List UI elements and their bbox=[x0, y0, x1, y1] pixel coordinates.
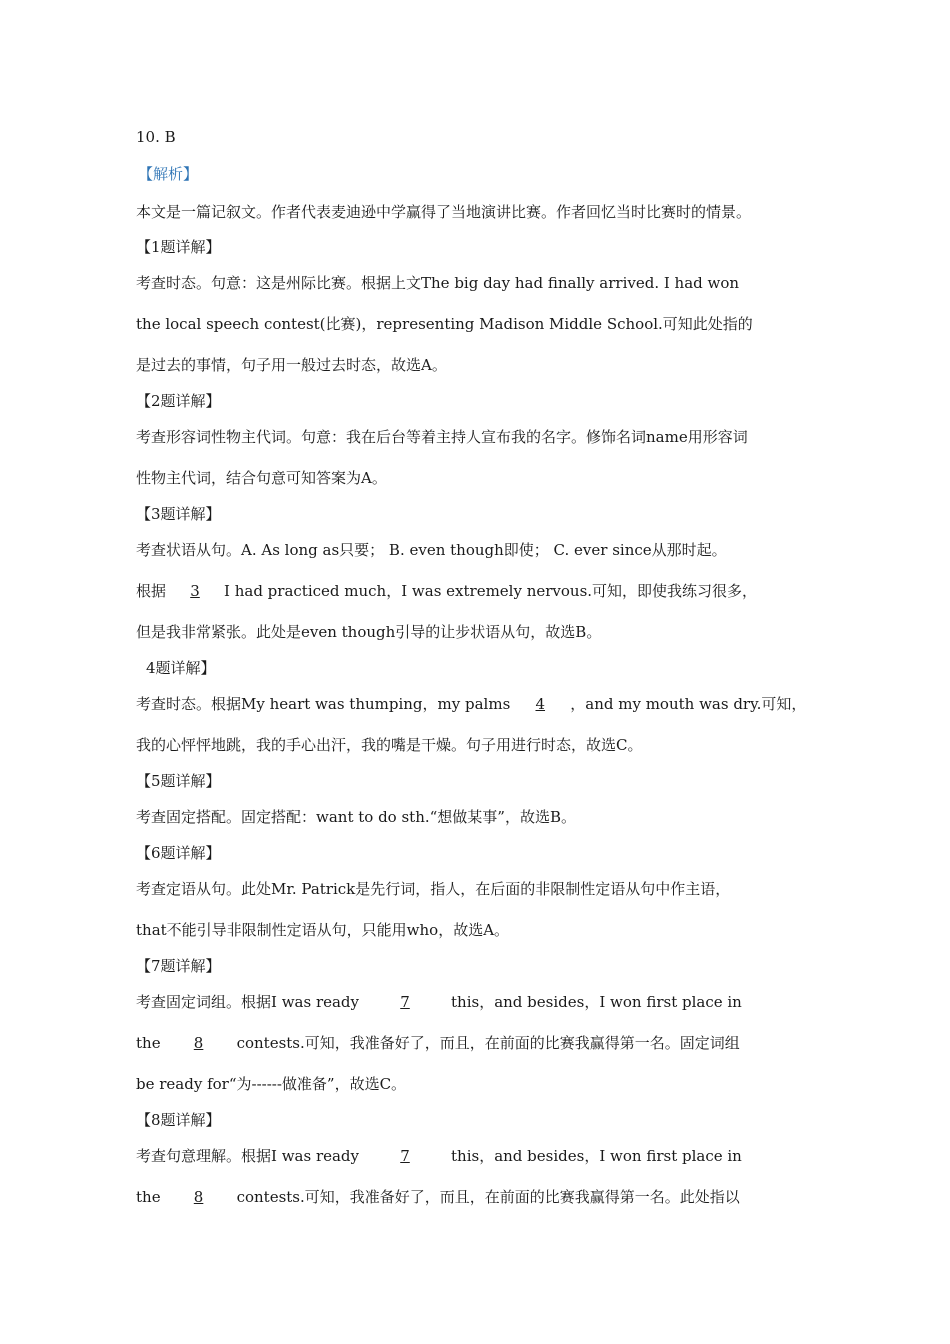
q2-heading: 【2题详解】 bbox=[136, 392, 221, 410]
q8-text: the bbox=[136, 1188, 161, 1206]
analysis-heading: 【解析】 bbox=[138, 165, 199, 183]
blank-3: 3 bbox=[190, 582, 200, 600]
summary-text: 本文是一篇记叙文。作者代表麦迪逊中学赢得了当地演讲比赛。作者回忆当时比赛时的情景。 bbox=[136, 203, 752, 221]
q7-text: 考查固定词组。根据I was ready bbox=[136, 993, 360, 1011]
q7-line bbox=[136, 1032, 740, 1053]
q2-line: 考查形容词性物主代词。句意：我在后台等着主持人宣布我的名字。修饰名词name用形容词 bbox=[136, 428, 748, 446]
blank-8: 8 bbox=[193, 1188, 204, 1206]
q8-text: 考查句意理解。根据I was ready bbox=[136, 1147, 360, 1165]
q1-line: the local speech contest(比赛)，representing Madison Middle School.可知此处指的 bbox=[136, 315, 753, 333]
q4-text: 考查时态。根据My heart was thumping，my palms bbox=[136, 695, 511, 713]
q2-line: 性物主代词，结合句意可知答案为A。 bbox=[136, 469, 387, 487]
q3-line: 但是我非常紧张。此处是even though引导的让步状语从句，故选B。 bbox=[136, 623, 602, 641]
blank-4: 4 bbox=[535, 695, 546, 713]
q1-line: 是过去的事情，句子用一般过去时态，故选A。 bbox=[136, 356, 447, 374]
q8-text: this，and besides，I won first place in bbox=[451, 1147, 742, 1165]
q3-heading: 【3题详解】 bbox=[136, 505, 221, 523]
q7-line: be ready for“为------做准备”，故选C。 bbox=[136, 1075, 407, 1093]
q1-heading: 【1题详解】 bbox=[136, 238, 221, 256]
q8-text: contests.可知，我准备好了，而且，在前面的比赛我赢得第一名。此处指以 bbox=[236, 1188, 740, 1206]
q6-line: that不能引导非限制性定语从句，只能用who，故选A。 bbox=[136, 921, 510, 939]
q6-line: 考查定语从句。此处Mr. Patrick是先行词，指人，在后面的非限制性定语从句中作主语， bbox=[136, 880, 731, 898]
q3-text: I had practiced much，I was extremely nervous.可知，即使我练习很多， bbox=[224, 582, 758, 600]
answer-letter: B bbox=[164, 128, 176, 146]
q4-heading: 4题详解】 bbox=[146, 659, 216, 677]
q8-line bbox=[136, 1186, 740, 1207]
q8-line bbox=[136, 1145, 742, 1166]
q8-heading: 【8题详解】 bbox=[136, 1111, 221, 1129]
q7-text: this，and besides，I won first place in bbox=[451, 993, 742, 1011]
q1-line: 考查时态。句意：这是州际比赛。根据上文The big day had finally arrived. I had won bbox=[136, 274, 740, 292]
q4-line bbox=[136, 693, 806, 714]
q6-heading: 【6题详解】 bbox=[136, 844, 221, 862]
q7-text: the bbox=[136, 1034, 161, 1052]
blank-8: 8 bbox=[193, 1034, 204, 1052]
q3-line bbox=[136, 580, 757, 601]
question-number: 10. bbox=[136, 128, 160, 146]
q5-line: 考查固定搭配。固定搭配：want to do sth.“想做某事”，故选B。 bbox=[136, 808, 576, 826]
q3-text: 根据 bbox=[136, 582, 167, 600]
q7-heading: 【7题详解】 bbox=[136, 957, 221, 975]
q5-heading: 【5题详解】 bbox=[136, 772, 221, 790]
q3-line: 考查状语从句。A. As long as只要； B. even though即使； C. ever since从那时起。 bbox=[136, 541, 727, 559]
q4-line: 我的心怦怦地跳，我的手心出汗，我的嘴是干燥。句子用进行时态，故选C。 bbox=[136, 736, 643, 754]
q7-text: contests.可知，我准备好了，而且，在前面的比赛我赢得第一名。固定词组 bbox=[236, 1034, 740, 1052]
q7-line bbox=[136, 991, 742, 1012]
q4-text: ，and my mouth was dry.可知， bbox=[570, 695, 807, 713]
blank-7: 7 bbox=[400, 993, 410, 1011]
answer-line bbox=[136, 128, 176, 146]
blank-7: 7 bbox=[400, 1147, 410, 1165]
